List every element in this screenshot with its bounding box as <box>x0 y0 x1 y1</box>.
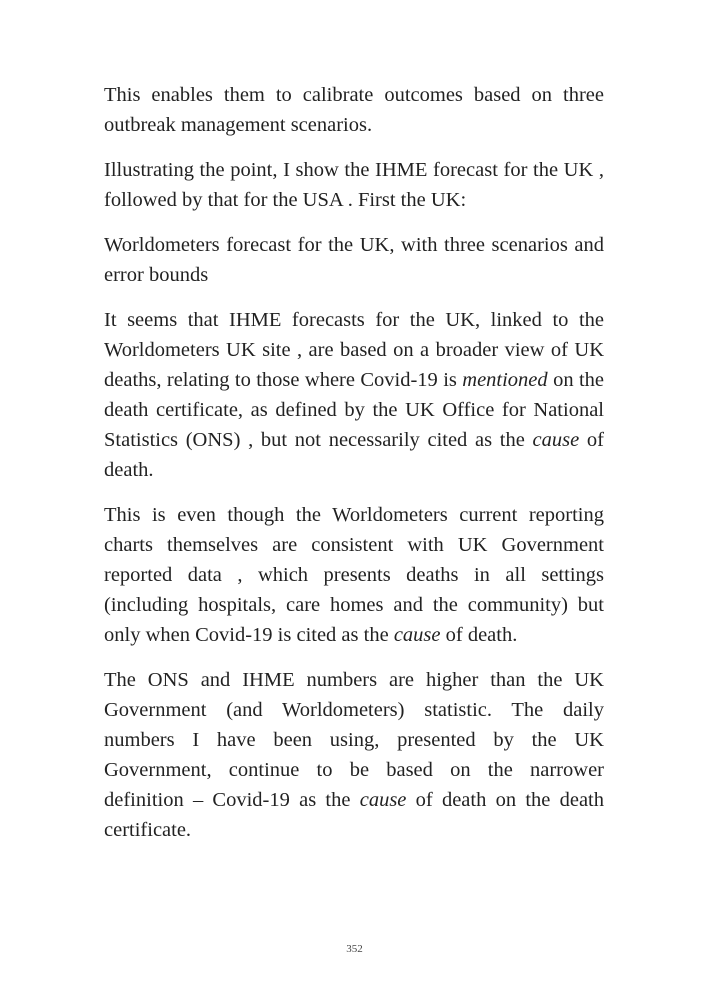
paragraph <box>104 80 604 140</box>
italic-emphasis: mentioned <box>462 369 548 391</box>
italic-emphasis: cause <box>532 429 580 451</box>
paragraph-text: on the death certificate, as defined by the UK Office for National Statistics (ONS) , but not necessarily cited as the <box>104 369 604 451</box>
paragraph-text: The ONS and IHME numbers are higher than the UK Government (and Worldometers) statistic. The daily numbers I have been using, presented by the UK Government, continue to be based on the narrower definition – Covid-19 as the <box>104 669 604 811</box>
page-number: 352 <box>346 943 363 955</box>
paragraph-text: of death. <box>440 624 518 646</box>
paragraph <box>104 500 604 650</box>
paragraph-text: of death. <box>104 429 604 481</box>
paragraph-text: This enables them to calibrate outcomes based on three outbreak management scenarios. <box>104 84 604 136</box>
paragraph-text: It seems that IHME forecasts for the UK, linked to the Worldometers UK site , are based on a broader view of UK deaths, relating to those where Covid-19 is <box>104 309 604 391</box>
italic-emphasis: cause <box>359 789 407 811</box>
paragraph <box>104 665 604 845</box>
paragraph <box>104 305 604 485</box>
page-body <box>104 80 604 860</box>
paragraph <box>104 155 604 215</box>
paragraph-text: Worldometers forecast for the UK, with three scenarios and error bounds <box>104 234 604 286</box>
italic-emphasis: cause <box>393 624 441 646</box>
paragraph-text: This is even though the Worldometers current reporting charts themselves are consistent with UK Government reported data , which presents deaths in all settings (including hospitals, care homes and the community) but only when Covid-19 is cited as the <box>104 504 604 646</box>
paragraph <box>104 230 604 290</box>
paragraph-text: of death on the death certificate. <box>104 789 604 841</box>
paragraph-text: Illustrating the point, I show the IHME forecast for the UK , followed by that for the USA . First the UK: <box>104 159 604 211</box>
